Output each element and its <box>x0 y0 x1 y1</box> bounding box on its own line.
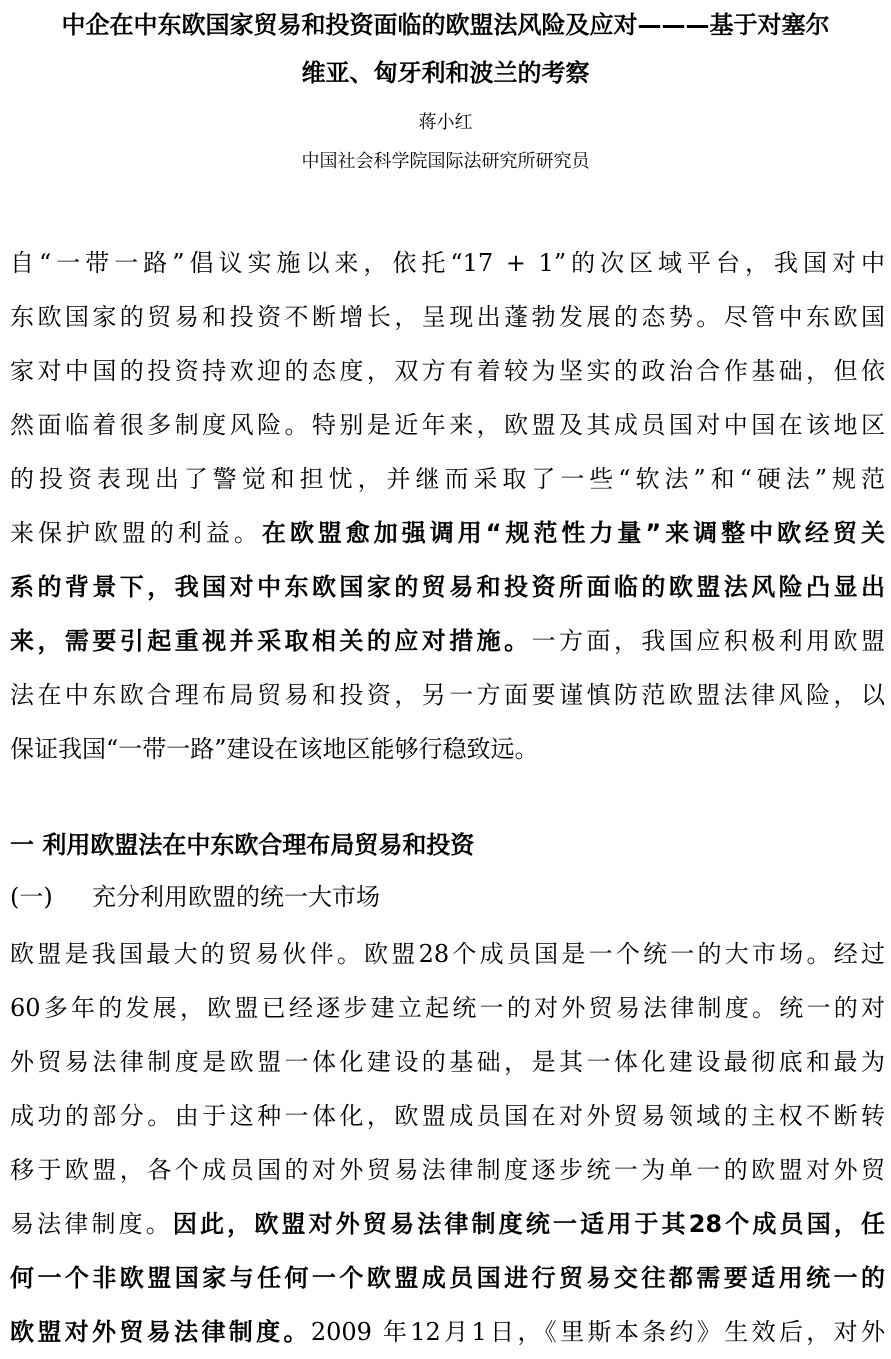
emphasis-text: 因此，欧盟对外贸易法律制度统一适用于其28个成员国，任 <box>172 1210 885 1238</box>
title-line-2: 维亚、匈牙利和波兰的考察 <box>301 59 590 87</box>
emphasis-text: 欧盟对外贸易法律制度。 <box>10 1318 311 1346</box>
author-name: 蒋小红 <box>418 112 473 133</box>
author-affiliation: 中国社会科学院国际法研究所研究员 <box>301 151 590 172</box>
intro-paragraph <box>10 236 885 776</box>
emphasis-text: 来，需要引起重视并采取相关的应对措施。 <box>10 627 532 655</box>
plain-text: 2009 年12月1日，《里斯本条约》生效后，对外 <box>310 1318 885 1346</box>
paragraph-line: 60多年的发展，欧盟已经逐步建立起统一的对外贸易法律制度。统一的对 <box>10 994 885 1022</box>
paragraph-line <box>10 1305 885 1359</box>
emphasis-text: 在欧盟愈加强调用“规范性力量”来调整中欧经贸关 <box>261 519 885 547</box>
paragraph-line: 欧盟是我国最大的贸易伙伴。欧盟28个成员国是一个统一的大市场。经过 <box>10 940 885 968</box>
subsection-heading <box>10 882 380 912</box>
paragraph-line <box>10 614 885 668</box>
paragraph-line: 法在中东欧合理布局贸易和投资，另一方面要谨慎防范欧盟法律风险，以 <box>10 681 885 709</box>
subsection-number: (一) <box>10 883 53 911</box>
paragraph-line: 移于欧盟，各个成员国的对外贸易法律制度逐步统一为单一的欧盟对外贸 <box>10 1156 885 1184</box>
paragraph-line <box>10 506 885 560</box>
paragraph-line: 然面临着很多制度风险。特别是近年来，欧盟及其成员国对中国在该地区 <box>10 411 885 439</box>
section-paragraph <box>10 927 885 1359</box>
paragraph-line <box>10 1197 885 1251</box>
paragraph-line: 东欧国家的贸易和投资不断增长，呈现出蓬勃发展的态势。尽管中东欧国 <box>10 303 885 331</box>
section-heading: 一 利用欧盟法在中东欧合理布局贸易和投资 <box>10 831 475 859</box>
paragraph-line <box>10 1251 885 1305</box>
paragraph-line: 的投资表现出了警觉和担忧，并继而采取了一些“软法”和“硬法”规范 <box>10 465 885 493</box>
paragraph-line <box>10 560 885 614</box>
paragraph-line: 家对中国的投资持欢迎的态度，双方有着较为坚实的政治合作基础，但依 <box>10 357 885 385</box>
subsection-title: 充分利用欧盟的统一大市场 <box>92 883 380 911</box>
paragraph-line: 外贸易法律制度是欧盟一体化建设的基础，是其一体化建设最彻底和最为 <box>10 1048 885 1076</box>
emphasis-text: 何一个非欧盟国家与任何一个欧盟成员国进行贸易交往都需要适用统一的 <box>10 1264 885 1292</box>
paragraph-line: 成功的部分。由于这种一体化，欧盟成员国在对外贸易领域的主权不断转 <box>10 1102 885 1130</box>
plain-text: 一方面，我国应积极利用欧盟 <box>531 627 885 655</box>
paragraph-line: 自“一带一路”倡议实施以来，依托“17 + 1”的次区域平台，我国对中 <box>10 249 885 277</box>
plain-text: 来保护欧盟的利益。 <box>10 519 262 547</box>
title-line-1: 中企在中东欧国家贸易和投资面临的欧盟法风险及应对———基于对塞尔 <box>61 11 830 39</box>
paragraph-line: 保证我国“一带一路”建设在该地区能够行稳致远。 <box>10 735 539 763</box>
plain-text: 易法律制度。 <box>10 1210 173 1238</box>
emphasis-text: 系的背景下，我国对中东欧国家的贸易和投资所面临的欧盟法风险凸显出 <box>10 573 885 601</box>
